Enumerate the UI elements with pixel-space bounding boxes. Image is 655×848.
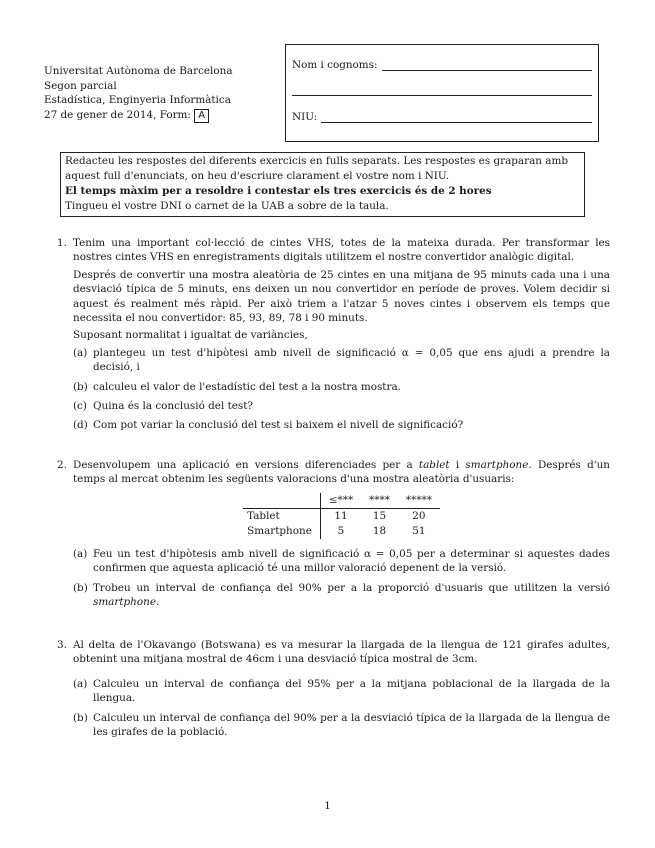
niu-label: NIU: bbox=[292, 111, 318, 123]
instructions-line-3: Tingueu el vostre DNI o carnet de la UAB a sobre de la taula. bbox=[65, 200, 389, 212]
table-cell: 51 bbox=[412, 524, 426, 537]
instructions-time-limit: El temps màxim per a resoldre i contestar els tres exercicis és de 2 hores bbox=[65, 185, 492, 197]
question-part: (a) Feu un test d'hipòtesis amb nivell de significació α = 0,05 per a determinar si aquestes dades confirmen que aquesta aplicació té una millor valoració depenent de la versió. bbox=[73, 547, 610, 575]
question-paragraph: Tenim una important col·lecció de cintes VHS, totes de la mateixa durada. Per transformar les nostres cintes VHS en enregistraments digitals utilitzem el nostre convertidor analògic digital. bbox=[73, 237, 610, 264]
question-parts bbox=[73, 346, 610, 433]
name-rule-2 bbox=[292, 85, 592, 96]
row-header: Tablet bbox=[243, 508, 320, 524]
niu-field[interactable] bbox=[292, 111, 592, 123]
exam-header bbox=[44, 64, 233, 123]
question-paragraph: Al delta de l'Okavango (Botswana) es va mesurar la llargada de la llengua de 121 girafes adultes, obtenint una mitjana mostral de 46cm i una desviació típica mostral de 3cm. bbox=[73, 639, 610, 666]
instructions-box bbox=[60, 152, 585, 217]
question-part: (b) Calculeu un interval de confiança del 90% per a la desviació típica de la llargada de la llengua de les girafes de la població. bbox=[73, 711, 610, 739]
table-cell: 18 bbox=[372, 524, 387, 537]
page-number: 1 bbox=[324, 800, 331, 812]
table-cell: 20 bbox=[412, 509, 426, 522]
question-number: 2. bbox=[57, 459, 67, 471]
exam-type: Segon parcial bbox=[44, 79, 117, 92]
question-3 bbox=[57, 638, 610, 744]
date-form-line bbox=[44, 108, 233, 123]
question-paragraph: Després de convertir una mostra aleatòria de 25 cintes en una mitjana de 95 minuts cada una i una desviació típica de 5 minuts, ens deixen un nou convertidor en període de proves. Volem decidir si aquest és realment més ràpid. Per això triem a l'atzar 5 noves cintes i observem els temps que necessita el nou convertidor: 85, 93, 89, 78 i 90 minuts. bbox=[73, 268, 610, 325]
name-rule bbox=[382, 60, 593, 71]
question-paragraph: Suposant normalitat i igualtat de variàncies, bbox=[73, 329, 308, 342]
form-letter: A bbox=[194, 109, 209, 123]
niu-rule bbox=[321, 112, 592, 123]
question-part: (a) plantegeu un test d'hipòtesi amb nivell de significació α = 0,05 que ens ajudi a prendre la decisió, i bbox=[73, 346, 610, 374]
table-cell: 5 bbox=[337, 524, 345, 537]
question-part: (b) calculeu el valor de l'estadístic del test a la nostra mostra. bbox=[73, 380, 401, 393]
row-header: Smartphone bbox=[243, 524, 320, 539]
name-label: Nom i cognoms: bbox=[292, 59, 378, 71]
table-cell: 15 bbox=[372, 509, 387, 522]
table-cell: 11 bbox=[334, 509, 348, 522]
question-part: (a) Calculeu un interval de confiança del 95% per a la mitjana poblacional de la llargada de la llengua. bbox=[73, 677, 610, 705]
question-2 bbox=[57, 458, 610, 614]
question-parts bbox=[73, 677, 610, 740]
question-number: 1. bbox=[57, 237, 67, 249]
column-header: **** bbox=[361, 493, 398, 509]
column-header: ***** bbox=[398, 493, 440, 509]
ratings-table bbox=[243, 493, 440, 539]
table-row bbox=[243, 508, 440, 524]
instructions-line-1: Redacteu les respostes del diferents exercicis en fulls separats. Les respostes es graparan amb aquest full d'enunciats, on heu d'escriure clarament el vostre nom i NIU. bbox=[65, 155, 568, 182]
question-part: (d) Com pot variar la conclusió del test si baixem el nivell de significació? bbox=[73, 419, 464, 432]
name-field-line2[interactable] bbox=[292, 85, 592, 96]
table-row bbox=[243, 524, 440, 539]
name-field[interactable] bbox=[292, 59, 592, 71]
university-name: Universitat Autònoma de Barcelona bbox=[44, 65, 233, 77]
exam-date: 27 de gener de 2014, Form: bbox=[44, 108, 191, 121]
question-parts bbox=[73, 547, 610, 610]
question-1 bbox=[57, 236, 610, 438]
question-part: (c) Quina és la conclusió del test? bbox=[73, 400, 253, 413]
column-header: ≤*** bbox=[320, 493, 361, 509]
question-number: 3. bbox=[57, 639, 67, 651]
table-header-row bbox=[243, 493, 440, 509]
course-name: Estadística, Enginyeria Informàtica bbox=[44, 94, 231, 107]
question-paragraph: Desenvolupem una aplicació en versions diferenciades per a tablet i smartphone. Després d'un temps al mercat obtenim les següents valoracions d'una mostra aleatòria d'usuaris: bbox=[73, 459, 610, 486]
question-part: (b) Trobeu un interval de confiança del 90% per a la proporció d'usuaris que utilitzen la versió smartphone. bbox=[73, 581, 610, 609]
student-info-box bbox=[285, 44, 599, 142]
